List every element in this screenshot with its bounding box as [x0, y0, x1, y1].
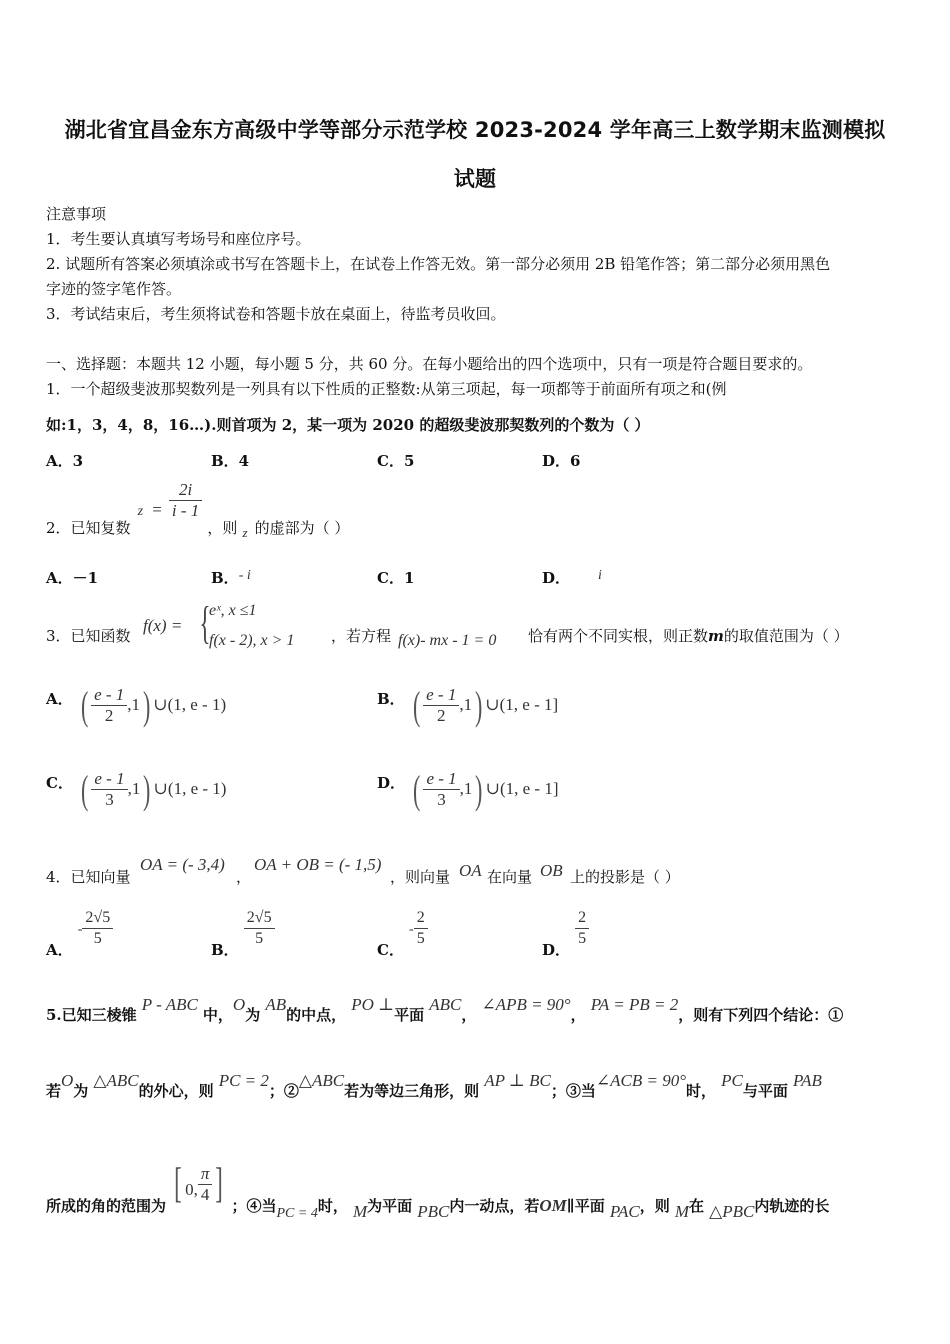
q4-mid2: 在向量 [487, 868, 533, 886]
q2-fraction [169, 480, 202, 521]
q5-line1: 5.已知三棱锥 P - ABC 中，O为 AB的中点， PO ⊥平面 ABC， ∠APB = 90°， PA = PB = 2，则有下列四个结论：① [46, 995, 844, 1024]
notice-item-2: 2. 试题所有答案必须填涂或书写在答题卡上，在试卷上作答无效。第一部分必须用 2B 铅笔作答；第二部分必须用黑色 [46, 255, 831, 273]
q3-fx: f(x) = [143, 616, 183, 635]
q2-stem [46, 478, 350, 540]
q4-option-c: C． - $\frac{2}{5}$ [377, 908, 428, 949]
q2-z2: z [242, 525, 248, 540]
q1-line1: 1．一个超级斐波那契数列是一列具有以下性质的正整数:从第三项起，每一项都等于前面所有项之和(例 [46, 380, 727, 398]
q2-prefix: 2．已知复数 [46, 519, 131, 537]
q4-option-b: B． $\frac{2√5}{5}$ [211, 908, 275, 949]
notice-item-2-cont: 字迹的签字笔作答。 [46, 280, 182, 298]
notice-item-3: 3．考试结束后，考生须将试卷和答题卡放在桌面上，待监考员收回。 [46, 305, 506, 323]
q3-option-a: A． ( $\frac{e - 1}{2}$ ,1) ∪(1, e - 1) [46, 683, 227, 728]
q3-case2: f(x - 2), x > 1 [209, 632, 295, 649]
section-heading: 一、选择题：本题共 12 小题，每小题 5 分，共 60 分。在每小题给出的四个选项中，只有一项是符合题目要求的。 [46, 355, 813, 373]
q3-option-d: D． ( $\frac{e - 1}{3}$ ,1) ∪(1, e - 1] [377, 767, 559, 812]
q1-option-d: D．6 [542, 452, 581, 470]
q3-prefix: 3．已知函数 [46, 627, 131, 645]
page-title: 湖北省宜昌金东方高级中学等部分示范学校 2023-2024 学年高三上数学期末监测模拟 [64, 118, 886, 142]
q3-brace: { [199, 597, 211, 648]
q2-z: z [137, 504, 144, 519]
q2-mid: ，则 [207, 519, 238, 537]
q3-suffix: 恰有两个不同实根，则正数m的取值范围为（ ） [528, 627, 849, 645]
q5-line3: 所成的角的范围为 [ 0, $\frac{\pi}{4}$ ] ；④当PC = 4时， M为平面 PBC内一动点，若OM∥平面 PAC，则 M在 △PBC内轨迹的长 [46, 1161, 830, 1221]
q3-mid: ，若方程 [331, 627, 392, 645]
q2-option-b: B．- i [211, 568, 251, 587]
q4-vector-sum: OA + OB = (- 1,5) [254, 855, 382, 874]
q2-option-a: A．－1 [46, 569, 99, 587]
q4-option-d: D． $\frac{2}{5}$ [542, 908, 589, 949]
q4-sep: ， [236, 868, 252, 886]
q3-equation: f(x)- mx - 1 = 0 [398, 632, 497, 649]
q2-eq: = [152, 500, 162, 519]
q4-prefix: 4．已知向量 [46, 868, 131, 886]
q4-mid1: ，则向量 [390, 868, 451, 886]
q2-option-d: D． i [542, 568, 602, 587]
q1-option-a: A．3 [46, 452, 84, 470]
q4-suffix: 上的投影是（ ） [570, 868, 680, 886]
q2-option-c: C．1 [377, 569, 415, 587]
notice-item-1: 1．考生要认真填写考场号和座位序号。 [46, 230, 311, 248]
q1-option-b: B．4 [211, 452, 250, 470]
q4-ob: OB [540, 861, 563, 880]
q1-option-c: C．5 [377, 452, 415, 470]
page-title-line2: 试题 [453, 167, 497, 191]
q3-case1: eˣ, x ≤1 [209, 602, 257, 619]
q2-numerator: 2i [169, 480, 202, 501]
notice-heading: 注意事项 [46, 205, 107, 223]
q4-option-a: A． - $\frac{2√5}{5}$ [46, 908, 113, 949]
q2-denominator: i - 1 [171, 501, 200, 520]
q1-line2: 如:1，3，4，8，16…).则首项为 2，某一项为 2020 的超级斐波那契数列的个数为（ ） [46, 416, 650, 434]
q4-vector-oa: OA = (- 3,4) [140, 855, 225, 874]
q2-suffix: 的虚部为（ ） [254, 519, 350, 537]
q3-option-b: B． ( $\frac{e - 1}{2}$ ,1) ∪(1, e - 1] [377, 683, 559, 728]
q4-oa: OA [459, 861, 482, 880]
q5-line2: 若O为 △ABC的外心，则 PC = 2；②△ABC若为等边三角形，则 AP ⊥ BC；③当∠ACB = 90°时， PC与平面 PAB [46, 1071, 822, 1100]
q3-option-c: C． ( $\frac{e - 1}{3}$ ,1) ∪(1, e - 1) [46, 767, 227, 812]
